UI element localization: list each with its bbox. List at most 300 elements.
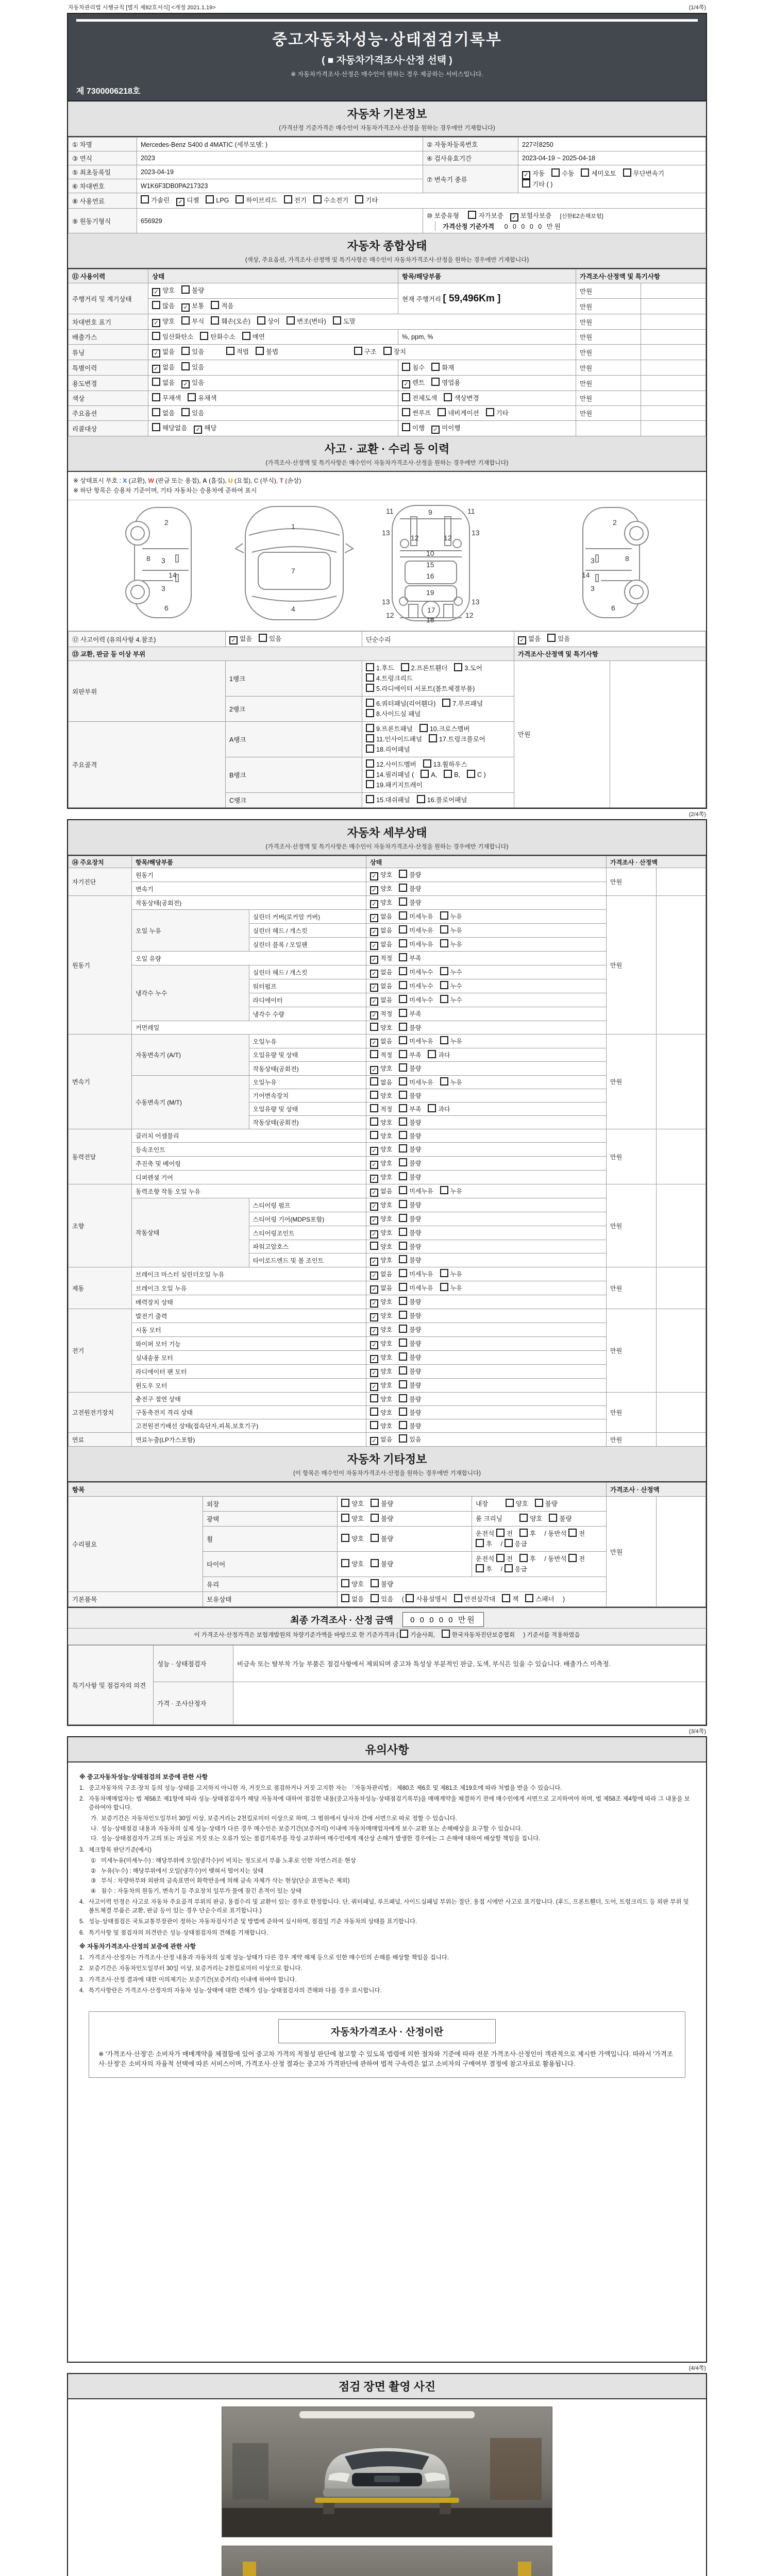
checkbox[interactable] bbox=[519, 1514, 528, 1522]
checkbox[interactable] bbox=[440, 1269, 448, 1277]
checkbox[interactable]: ✓ bbox=[370, 1437, 378, 1445]
checkbox[interactable] bbox=[399, 1214, 407, 1222]
checkbox[interactable] bbox=[442, 699, 450, 707]
checkbox[interactable] bbox=[399, 1200, 407, 1208]
checkbox[interactable] bbox=[400, 1630, 408, 1638]
checkbox[interactable] bbox=[428, 1050, 436, 1058]
checkbox[interactable] bbox=[370, 1104, 378, 1112]
state-options bbox=[366, 1406, 607, 1419]
checkbox[interactable] bbox=[181, 362, 190, 370]
check-option bbox=[176, 195, 199, 206]
check-option bbox=[181, 378, 204, 388]
checkbox[interactable] bbox=[366, 744, 374, 753]
checkbox[interactable] bbox=[522, 179, 530, 188]
checkbox[interactable] bbox=[371, 1559, 379, 1567]
checkbox[interactable] bbox=[242, 332, 250, 340]
checkbox[interactable] bbox=[399, 1352, 407, 1361]
legend-text: ※ 상태표시 부호 : bbox=[73, 477, 123, 484]
checkbox[interactable] bbox=[152, 301, 160, 309]
check-option bbox=[506, 1499, 528, 1509]
checkbox[interactable] bbox=[181, 347, 190, 355]
check-option-label: 불량 bbox=[409, 1064, 422, 1072]
checkbox[interactable] bbox=[181, 408, 190, 416]
checkbox[interactable] bbox=[402, 408, 410, 416]
check-option bbox=[581, 168, 616, 179]
checkbox[interactable] bbox=[370, 1421, 378, 1429]
notice-line bbox=[79, 1784, 695, 1793]
checkbox[interactable] bbox=[551, 168, 560, 177]
check-option-label: 양호 bbox=[351, 1561, 364, 1568]
checkbox[interactable] bbox=[399, 1131, 407, 1139]
checkbox[interactable] bbox=[440, 981, 448, 989]
checkbox[interactable] bbox=[399, 1158, 407, 1166]
check-option-label: 미세누유 bbox=[409, 1037, 433, 1045]
check-option-label: 불량 bbox=[409, 1145, 422, 1153]
checkbox[interactable] bbox=[383, 347, 392, 355]
checkbox[interactable] bbox=[440, 1077, 448, 1086]
price-cell: 만원 bbox=[576, 391, 641, 406]
checkbox[interactable] bbox=[152, 332, 160, 340]
checkbox[interactable] bbox=[399, 995, 407, 1003]
check-option bbox=[468, 211, 503, 221]
checkbox[interactable]: ✓ bbox=[181, 380, 190, 388]
checkbox[interactable] bbox=[568, 1554, 577, 1562]
check-option-label: 전체도색 bbox=[412, 395, 438, 402]
check-option-label: 자가보증 bbox=[478, 212, 503, 219]
check-option bbox=[399, 953, 421, 963]
field-label: ④ 검사유효기간 bbox=[423, 151, 518, 165]
checkbox[interactable]: ✓ bbox=[370, 1216, 378, 1225]
checkbox[interactable] bbox=[399, 1117, 407, 1126]
checkbox[interactable] bbox=[428, 1104, 436, 1112]
check-option bbox=[399, 1131, 421, 1141]
checkbox[interactable] bbox=[257, 316, 265, 325]
check-option-label: 없음 bbox=[380, 940, 393, 948]
checkbox[interactable] bbox=[399, 1255, 407, 1263]
checkbox[interactable] bbox=[502, 1594, 510, 1602]
checkbox[interactable]: ✓ bbox=[152, 288, 160, 296]
checkbox[interactable] bbox=[402, 363, 410, 371]
check-option bbox=[399, 1117, 421, 1128]
checkbox[interactable]: ✓ bbox=[370, 1272, 378, 1280]
checkbox[interactable] bbox=[284, 195, 292, 204]
checkbox[interactable] bbox=[549, 1514, 557, 1522]
checkbox[interactable]: ✓ bbox=[152, 349, 160, 358]
checkbox[interactable] bbox=[568, 1529, 577, 1537]
check-option-label: 양호 bbox=[380, 1256, 393, 1264]
device-label: 원동기 bbox=[69, 896, 132, 1035]
checkbox[interactable] bbox=[399, 981, 407, 989]
check-option-label: 있음 bbox=[381, 1596, 394, 1603]
checkbox[interactable] bbox=[399, 884, 407, 892]
checkbox[interactable] bbox=[399, 1063, 407, 1072]
checkbox[interactable] bbox=[371, 1579, 379, 1587]
state-options bbox=[366, 1351, 607, 1365]
svg-text:10: 10 bbox=[426, 549, 434, 557]
svg-text:12: 12 bbox=[386, 611, 394, 619]
state-options bbox=[366, 1309, 607, 1323]
check-option bbox=[440, 939, 462, 950]
checkbox[interactable]: ✓ bbox=[370, 1189, 378, 1197]
overall-status-table bbox=[68, 269, 706, 436]
checkbox[interactable] bbox=[354, 347, 362, 355]
checkbox[interactable] bbox=[341, 1579, 349, 1587]
checkbox[interactable] bbox=[341, 1514, 349, 1522]
checkbox[interactable] bbox=[206, 195, 214, 204]
checkbox[interactable] bbox=[525, 1594, 533, 1602]
checkbox[interactable]: ✓ bbox=[229, 636, 238, 645]
checkbox[interactable] bbox=[399, 1297, 407, 1305]
checkbox[interactable] bbox=[399, 1172, 407, 1180]
checkbox[interactable]: ✓ bbox=[370, 1161, 378, 1169]
checkbox[interactable] bbox=[535, 1499, 543, 1507]
notice-line bbox=[79, 1987, 695, 1995]
check-option-label: 누유 bbox=[450, 1284, 462, 1292]
checkbox[interactable]: ✓ bbox=[370, 872, 378, 880]
checkbox[interactable] bbox=[519, 1529, 528, 1537]
checkbox[interactable] bbox=[476, 1564, 484, 1572]
check-option bbox=[181, 316, 204, 327]
checkbox[interactable]: ✓ bbox=[370, 1327, 378, 1335]
field-label: ⑦ 변속기 종류 bbox=[423, 165, 518, 193]
checkbox[interactable] bbox=[366, 795, 374, 803]
checkbox[interactable]: ✓ bbox=[370, 928, 378, 936]
check-option-label: 기타 ( ) bbox=[532, 181, 553, 188]
check-option-label: 양호 bbox=[380, 1201, 393, 1209]
model-year-value: 2023 bbox=[137, 151, 423, 165]
checkbox[interactable] bbox=[370, 1077, 378, 1086]
checkbox[interactable]: ✓ bbox=[370, 1147, 378, 1155]
checkbox[interactable] bbox=[505, 1564, 513, 1572]
checkbox[interactable]: ✓ bbox=[522, 171, 530, 179]
checkbox[interactable] bbox=[399, 1104, 407, 1112]
checkbox[interactable] bbox=[444, 393, 452, 401]
checkbox[interactable] bbox=[399, 1394, 407, 1402]
checkbox[interactable]: ✓ bbox=[370, 1011, 378, 1020]
checkbox[interactable] bbox=[152, 423, 160, 431]
check-option bbox=[399, 1283, 433, 1293]
checkbox[interactable] bbox=[399, 939, 407, 947]
checkbox[interactable] bbox=[496, 1554, 505, 1562]
checkbox[interactable] bbox=[399, 870, 407, 878]
check-option-label: 없음 bbox=[380, 968, 393, 976]
checkbox[interactable] bbox=[366, 684, 374, 692]
check-option bbox=[440, 981, 462, 991]
checkbox[interactable] bbox=[211, 316, 219, 325]
checkbox[interactable] bbox=[399, 1338, 407, 1347]
checkbox[interactable] bbox=[399, 897, 407, 906]
checkbox[interactable] bbox=[440, 995, 448, 1003]
checkbox[interactable] bbox=[181, 316, 190, 325]
price-appraisal-box-title: 자동차가격조사 · 산정이란 bbox=[278, 2019, 496, 2043]
checkbox[interactable] bbox=[402, 393, 410, 401]
check-option bbox=[370, 1214, 392, 1225]
checkbox[interactable] bbox=[399, 953, 407, 961]
checkbox[interactable] bbox=[152, 378, 160, 386]
checkbox[interactable] bbox=[444, 770, 452, 778]
checkbox[interactable] bbox=[419, 724, 428, 732]
checkbox[interactable] bbox=[399, 1036, 407, 1044]
checkbox[interactable] bbox=[333, 316, 341, 325]
page-marker-1: (1/4쪽) bbox=[688, 5, 706, 11]
checkbox[interactable]: ✓ bbox=[370, 1230, 378, 1239]
checkbox[interactable] bbox=[366, 673, 374, 682]
checkbox[interactable]: ✓ bbox=[510, 213, 518, 222]
document-header bbox=[68, 14, 706, 101]
checkbox[interactable] bbox=[370, 1394, 378, 1402]
checkbox[interactable] bbox=[371, 1499, 379, 1507]
checkbox[interactable] bbox=[341, 1594, 349, 1602]
checkbox[interactable] bbox=[399, 1325, 407, 1333]
checkbox[interactable] bbox=[366, 663, 374, 671]
main-frame-label: 주요골격 bbox=[69, 722, 226, 808]
checkbox[interactable] bbox=[370, 1408, 378, 1416]
checkbox[interactable] bbox=[440, 925, 448, 934]
checkbox[interactable] bbox=[371, 1534, 379, 1542]
checkbox[interactable]: ✓ bbox=[402, 380, 410, 388]
checkbox[interactable]: ✓ bbox=[370, 1039, 378, 1047]
checkbox[interactable] bbox=[370, 1023, 378, 1031]
checkbox[interactable] bbox=[454, 663, 462, 671]
checkbox[interactable] bbox=[468, 211, 476, 219]
checkbox[interactable]: ✓ bbox=[152, 365, 160, 373]
price-cell: 만원 bbox=[576, 283, 641, 299]
checkbox[interactable] bbox=[496, 1529, 505, 1537]
notice-number: ② bbox=[91, 1868, 96, 1874]
notice-number: 2. bbox=[79, 1796, 85, 1802]
field-label: ⑨ 원동기형식 bbox=[69, 209, 137, 233]
checkbox[interactable] bbox=[467, 770, 475, 778]
checkbox[interactable]: ✓ bbox=[370, 1341, 378, 1349]
checkbox[interactable] bbox=[440, 967, 448, 975]
checkbox[interactable]: ✓ bbox=[176, 198, 184, 206]
checkbox[interactable] bbox=[399, 925, 407, 934]
check-option-label: 불량 bbox=[409, 1353, 422, 1361]
checkbox[interactable] bbox=[399, 1077, 407, 1086]
checkbox[interactable]: ✓ bbox=[370, 956, 378, 964]
check-option bbox=[370, 911, 392, 922]
checkbox[interactable] bbox=[366, 699, 374, 707]
checkbox[interactable] bbox=[399, 1242, 407, 1250]
checkbox[interactable] bbox=[355, 195, 363, 204]
remark-cell bbox=[656, 1035, 706, 1129]
checkbox[interactable] bbox=[366, 770, 374, 778]
checkbox[interactable]: ✓ bbox=[370, 1313, 378, 1321]
checkbox[interactable] bbox=[211, 301, 219, 309]
rank1-options bbox=[362, 661, 514, 697]
checkbox[interactable] bbox=[399, 1144, 407, 1153]
checkbox[interactable] bbox=[341, 1499, 349, 1507]
accident-row-label: ⑫ 사고이력 (유의사항 4.참조) bbox=[69, 632, 226, 647]
checkbox[interactable] bbox=[399, 1269, 407, 1277]
checkbox[interactable]: ✓ bbox=[370, 997, 378, 1006]
checkbox[interactable] bbox=[401, 663, 409, 671]
check-option bbox=[370, 1172, 392, 1183]
checkbox[interactable]: ✓ bbox=[181, 303, 190, 312]
checkbox[interactable] bbox=[402, 423, 410, 431]
checkbox[interactable] bbox=[440, 911, 448, 920]
check-option bbox=[370, 1228, 392, 1239]
checkbox[interactable] bbox=[399, 967, 407, 975]
state-options bbox=[366, 1365, 607, 1379]
checkbox[interactable] bbox=[519, 1554, 528, 1562]
checkbox[interactable] bbox=[256, 347, 264, 355]
page-marker-3: (3/4쪽) bbox=[688, 1728, 706, 1735]
checkbox[interactable]: ✓ bbox=[370, 970, 378, 978]
checkbox[interactable] bbox=[442, 1630, 450, 1638]
check-option bbox=[399, 1063, 421, 1074]
checkbox[interactable] bbox=[440, 939, 448, 947]
checkbox[interactable]: ✓ bbox=[370, 1369, 378, 1377]
checkbox[interactable] bbox=[366, 780, 374, 788]
checkbox[interactable] bbox=[454, 1594, 462, 1602]
checkbox[interactable] bbox=[341, 1534, 349, 1542]
checkbox[interactable] bbox=[431, 363, 440, 371]
checkbox[interactable] bbox=[259, 634, 267, 642]
check-option-label: 변조(변타) bbox=[297, 318, 326, 325]
checkbox[interactable] bbox=[399, 1380, 407, 1388]
checkbox[interactable] bbox=[366, 759, 374, 768]
checkbox[interactable] bbox=[188, 393, 196, 401]
checkbox[interactable] bbox=[429, 734, 437, 742]
checkbox[interactable] bbox=[371, 1514, 379, 1522]
emission-values: %, ppm, % bbox=[398, 330, 576, 345]
checkbox[interactable] bbox=[399, 1023, 407, 1031]
checkbox[interactable] bbox=[438, 408, 446, 416]
simple-repair-label: 단순수리 bbox=[362, 632, 514, 647]
checkbox[interactable]: ✓ bbox=[370, 984, 378, 992]
checkbox[interactable] bbox=[226, 347, 234, 355]
checkbox[interactable] bbox=[399, 1283, 407, 1291]
checkbox[interactable] bbox=[366, 709, 374, 717]
check-option-label: LPG bbox=[216, 197, 229, 204]
checkbox[interactable] bbox=[623, 168, 631, 177]
checkbox[interactable] bbox=[399, 1434, 407, 1443]
check-option bbox=[366, 795, 410, 805]
check-option-label: 유채색 bbox=[198, 395, 217, 402]
sheet-2 bbox=[67, 819, 707, 1726]
checkbox[interactable]: ✓ bbox=[194, 426, 202, 434]
checkbox[interactable]: ✓ bbox=[370, 1175, 378, 1183]
check-option bbox=[194, 423, 216, 434]
device-label: 동력전달 bbox=[69, 1129, 132, 1184]
checkbox[interactable] bbox=[370, 1091, 378, 1099]
notice-line bbox=[91, 1867, 695, 1876]
checkbox[interactable]: ✓ bbox=[518, 636, 526, 645]
check-option-label: 없음 bbox=[380, 1284, 393, 1292]
check-option bbox=[370, 1325, 392, 1335]
checkbox[interactable] bbox=[581, 168, 589, 177]
checkbox[interactable]: ✓ bbox=[431, 426, 440, 434]
check-option bbox=[366, 673, 413, 684]
checkbox[interactable] bbox=[370, 1242, 378, 1250]
legend-line-1 bbox=[73, 476, 701, 486]
checkbox[interactable] bbox=[370, 1131, 378, 1139]
checkbox[interactable] bbox=[421, 770, 429, 778]
checkbox[interactable] bbox=[399, 1408, 407, 1416]
item-label: 연료누출(LP가스포함) bbox=[132, 1433, 366, 1447]
checkbox[interactable] bbox=[440, 1036, 448, 1044]
checkbox[interactable] bbox=[370, 1050, 378, 1058]
checkbox[interactable] bbox=[366, 734, 374, 742]
checkbox[interactable] bbox=[547, 634, 556, 642]
rankB-options bbox=[362, 757, 514, 793]
checkbox[interactable] bbox=[181, 285, 190, 294]
checkbox[interactable]: ✓ bbox=[370, 1355, 378, 1363]
checkbox[interactable] bbox=[236, 195, 244, 204]
checkbox[interactable] bbox=[287, 316, 295, 325]
check-option bbox=[152, 332, 193, 342]
checkbox[interactable] bbox=[486, 408, 494, 416]
check-option-label: B, bbox=[454, 771, 460, 778]
checkbox[interactable] bbox=[399, 1186, 407, 1194]
check-option-label: 없음 bbox=[351, 1596, 364, 1603]
checkbox[interactable] bbox=[399, 1050, 407, 1058]
checkbox[interactable] bbox=[152, 393, 160, 401]
checkbox[interactable]: ✓ bbox=[370, 1285, 378, 1294]
checkbox[interactable] bbox=[399, 911, 407, 920]
checkbox[interactable]: ✓ bbox=[370, 942, 378, 950]
checkbox[interactable]: ✓ bbox=[370, 1299, 378, 1308]
checkbox[interactable] bbox=[152, 408, 160, 416]
checkbox[interactable]: ✓ bbox=[370, 1202, 378, 1211]
checkbox[interactable]: ✓ bbox=[370, 1258, 378, 1266]
check-option bbox=[370, 1352, 392, 1363]
remark-cell bbox=[641, 283, 706, 299]
check-option bbox=[486, 408, 509, 418]
exterior-options bbox=[338, 1497, 472, 1512]
field-label: ③ 연식 bbox=[69, 151, 137, 165]
checkbox[interactable]: ✓ bbox=[370, 1066, 378, 1074]
check-option bbox=[399, 1036, 433, 1046]
checkbox[interactable] bbox=[141, 195, 149, 204]
checkbox[interactable] bbox=[366, 724, 374, 732]
checkbox[interactable] bbox=[417, 795, 425, 803]
checkbox[interactable] bbox=[313, 195, 322, 204]
checkbox[interactable] bbox=[505, 1539, 513, 1547]
checkbox[interactable] bbox=[406, 1594, 414, 1602]
checkbox[interactable]: ✓ bbox=[152, 319, 160, 327]
checkbox[interactable] bbox=[431, 378, 440, 386]
checkbox[interactable] bbox=[440, 1283, 448, 1291]
checkbox[interactable]: ✓ bbox=[370, 900, 378, 908]
checkbox[interactable]: ✓ bbox=[370, 886, 378, 894]
checkbox[interactable] bbox=[370, 1117, 378, 1126]
checkbox[interactable] bbox=[341, 1559, 349, 1567]
check-option-label: 미세누유 bbox=[409, 1270, 433, 1278]
checkbox[interactable] bbox=[440, 1186, 448, 1194]
checkbox[interactable] bbox=[399, 1009, 407, 1017]
checkbox[interactable] bbox=[399, 1228, 407, 1236]
checkbox[interactable] bbox=[200, 332, 208, 340]
checkbox[interactable] bbox=[476, 1539, 484, 1547]
checkbox[interactable] bbox=[506, 1499, 514, 1507]
checkbox[interactable] bbox=[399, 1311, 407, 1319]
checkbox[interactable]: ✓ bbox=[370, 1383, 378, 1391]
checkbox[interactable] bbox=[371, 1594, 379, 1602]
checkbox[interactable] bbox=[399, 1366, 407, 1375]
checkbox[interactable] bbox=[399, 1421, 407, 1429]
checkbox[interactable]: ✓ bbox=[370, 914, 378, 922]
check-option bbox=[519, 1554, 536, 1564]
detail-status-table bbox=[68, 856, 706, 1447]
checkbox[interactable] bbox=[423, 759, 431, 768]
price-cell: 만원 bbox=[514, 661, 610, 808]
check-option bbox=[370, 953, 392, 964]
checkbox[interactable] bbox=[399, 1091, 407, 1099]
check-option-label: 양호 bbox=[351, 1515, 364, 1522]
check-option-label: 보통 bbox=[192, 302, 205, 310]
